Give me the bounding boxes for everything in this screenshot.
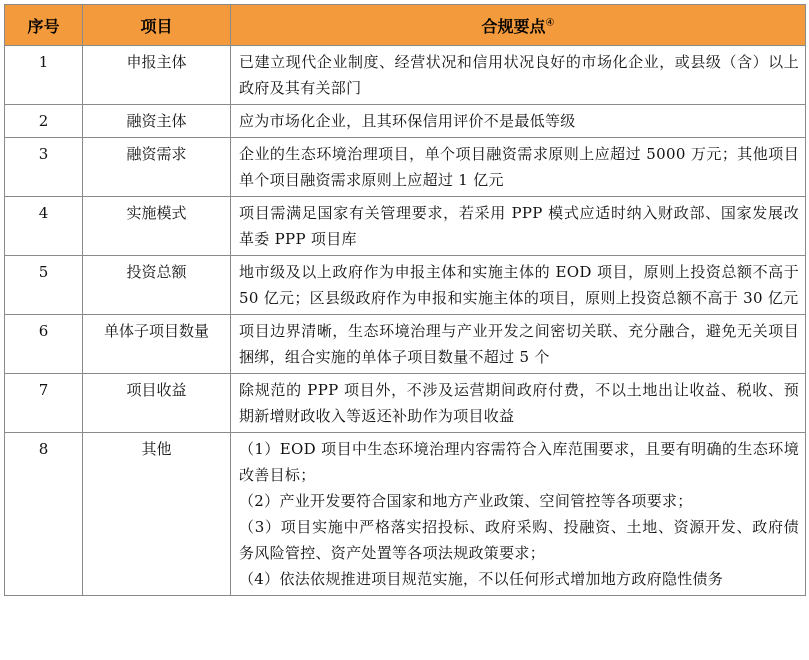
table-header-row [5, 5, 806, 46]
table-row [5, 105, 806, 138]
requirement-line: （1）EOD 项目中生态环境治理内容需符合入库范围要求，且要有明确的生态环境改善目标； [239, 440, 799, 484]
header-serial-number: 序号 [5, 5, 83, 46]
row-item: 实施模式 [83, 197, 231, 256]
table-row [5, 315, 806, 374]
row-requirement: 企业的生态环境治理项目，单个项目融资需求原则上应超过 5000 万元；其他项目单个项目融资需求原则上应超过 1 亿元 [231, 138, 806, 197]
row-item: 项目收益 [83, 374, 231, 433]
header-item: 项目 [83, 5, 231, 46]
row-number: 4 [5, 197, 83, 256]
row-item: 融资主体 [83, 105, 231, 138]
row-number: 8 [5, 433, 83, 596]
table-row [5, 197, 806, 256]
row-item: 申报主体 [83, 46, 231, 105]
footnote-marker: ④ [545, 17, 555, 29]
requirement-line: （4）依法依规推进项目规范实施，不以任何形式增加地方政府隐性债务 [239, 570, 724, 588]
compliance-table-container [4, 4, 805, 596]
header-compliance-points [231, 5, 806, 46]
row-requirement: 已建立现代企业制度、经营状况和信用状况良好的市场化企业，或县级（含）以上政府及其有关部门 [231, 46, 806, 105]
row-requirement: 项目边界清晰，生态环境治理与产业开发之间密切关联、充分融合，避免无关项目捆绑，组合实施的单体子项目数量不超过 5 个 [231, 315, 806, 374]
row-requirement: 除规范的 PPP 项目外，不涉及运营期间政府付费，不以土地出让收益、税收、预期新增财政收入等返还补助作为项目收益 [231, 374, 806, 433]
table-row [5, 433, 806, 596]
header-compliance-label: 合规要点 [481, 16, 546, 36]
row-requirement-list [231, 433, 806, 596]
row-item: 投资总额 [83, 256, 231, 315]
row-item: 单体子项目数量 [83, 315, 231, 374]
row-requirement: 项目需满足国家有关管理要求，若采用 PPP 模式应适时纳入财政部、国家发展改革委 PPP 项目库 [231, 197, 806, 256]
row-number: 6 [5, 315, 83, 374]
table-row [5, 374, 806, 433]
table-row [5, 138, 806, 197]
row-number: 5 [5, 256, 83, 315]
requirement-line: （2）产业开发要符合国家和地方产业政策、空间管控等各项要求； [239, 492, 693, 510]
table-row [5, 256, 806, 315]
compliance-table [4, 4, 806, 596]
requirement-line: （3）项目实施中严格落实招投标、政府采购、投融资、土地、资源开发、政府债务风险管控、资产处置等各项法规政策要求； [239, 518, 799, 562]
row-item: 融资需求 [83, 138, 231, 197]
table-row [5, 46, 806, 105]
row-number: 1 [5, 46, 83, 105]
row-requirement: 地市级及以上政府作为申报主体和实施主体的 EOD 项目，原则上投资总额不高于 50 亿元；区县级政府作为申报和实施主体的项目，原则上投资总额不高于 30 亿元 [231, 256, 806, 315]
row-number: 2 [5, 105, 83, 138]
row-number: 7 [5, 374, 83, 433]
row-number: 3 [5, 138, 83, 197]
row-item: 其他 [83, 433, 231, 596]
row-requirement: 应为市场化企业，且其环保信用评价不是最低等级 [231, 105, 806, 138]
